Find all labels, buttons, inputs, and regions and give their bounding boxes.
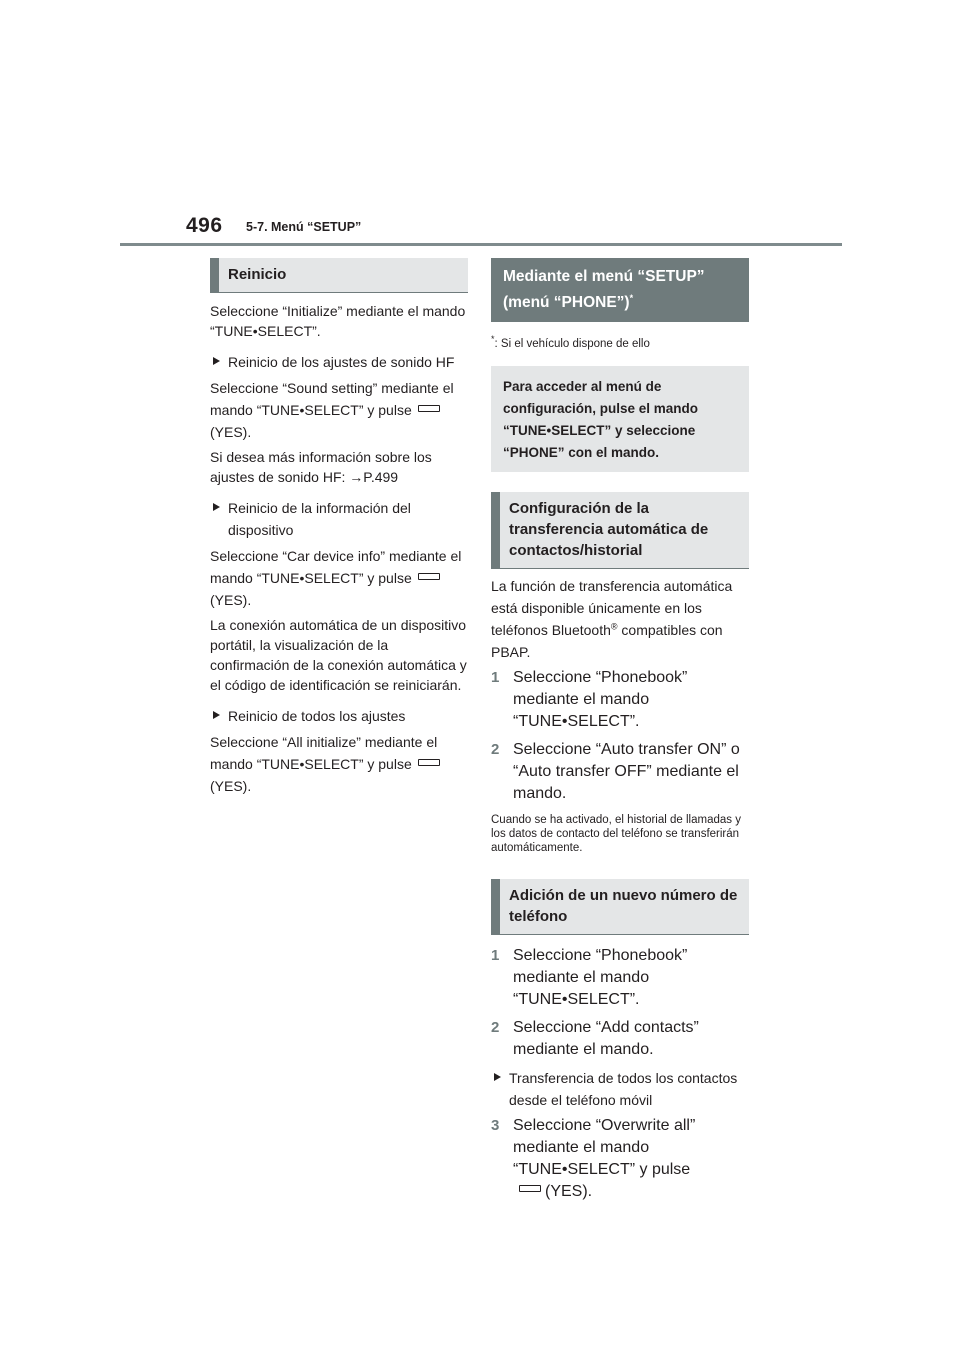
right-column (491, 258, 749, 1203)
section-title: 5-7. Menú “SETUP” (246, 220, 362, 234)
footnote: *: Si el vehículo dispone de ello (491, 334, 650, 350)
button-icon (418, 759, 440, 766)
auto-transfer-note: Cuando se ha activado, el historial de llamadas y los datos de contacto del teléfono se transferirán automáticamente. (491, 814, 741, 854)
heading-add-number: Adición de un nuevo número de teléfono (491, 879, 749, 935)
bullet-transfer-all: Transferencia de todos los contactos desde el teléfono móvil (491, 1067, 749, 1111)
sound-reset-ref: Si desea más información sobre los ajustes de sonido HF: →P.499 (210, 449, 432, 485)
bullet-all-reset: Reinicio de todos los ajustes (210, 705, 468, 727)
add-step-1: 1 Seleccione “Phonebook” mediante el mando “TUNE•SELECT”. (491, 947, 688, 1008)
bullet-sound-reset: Reinicio de los ajustes de sonido HF (210, 351, 468, 373)
auto-step-2: 2 Seleccione “Auto transfer ON” o “Auto transfer OFF” mediante el mando. (491, 741, 740, 802)
all-reset-text: Seleccione “All initialize” mediante el mando “TUNE•SELECT” y pulse(YES). (210, 731, 468, 797)
sound-reset-text: Seleccione “Sound setting” mediante el mando “TUNE•SELECT” y pulse(YES). (210, 380, 454, 440)
left-column (210, 258, 468, 797)
auto-step-1: 1 Seleccione “Phonebook” mediante el mando “TUNE•SELECT”. (491, 669, 688, 730)
device-reset-desc: La conexión automática de un dispositivo portátil, la visualización de la confirmación de la conexión automática y el código de identificación se reiniciarán. (210, 617, 467, 693)
page-number: 496 (186, 214, 223, 237)
header-rule (120, 243, 842, 246)
button-icon (519, 1185, 541, 1192)
heading-reinicio: Reinicio (210, 258, 468, 293)
add-step-3: 3 Seleccione “Overwrite all” mediante el mando “TUNE•SELECT” y pulse (YES). (491, 1117, 696, 1200)
bullet-device-reset: Reinicio de la información del dispositivo (210, 497, 468, 541)
intro-text: Seleccione “Initialize” mediante el mando “TUNE•SELECT”. (210, 303, 466, 339)
heading-setup-phone: Mediante el menú “SETUP” (menú “PHONE”)* (491, 258, 749, 322)
device-reset-text: Seleccione “Car device info” mediante el mando “TUNE•SELECT” y pulse(YES). (210, 548, 462, 608)
access-note: Para acceder al menú de configuración, pulse el mando “TUNE•SELECT” y seleccione “PHONE” con el mando. (491, 366, 749, 472)
button-icon (418, 573, 440, 580)
button-icon (418, 405, 440, 412)
heading-auto-transfer: Configuración de la transferencia automática de contactos/historial (491, 492, 749, 569)
auto-transfer-desc: La función de transferencia automática está disponible únicamente en los teléfonos Bluetooth® compatibles con PBAP. (491, 578, 733, 660)
add-step-2: 2 Seleccione “Add contacts” mediante el mando. (491, 1019, 699, 1058)
